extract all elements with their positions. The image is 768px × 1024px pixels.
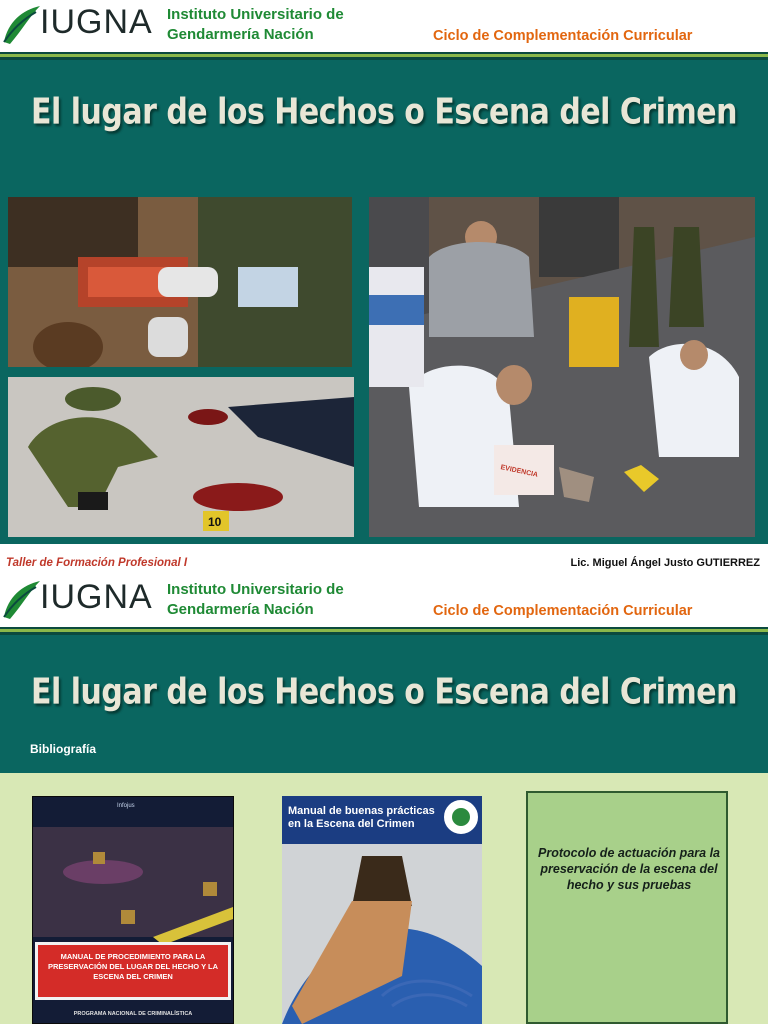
cycle-title: Ciclo de Complementación Curricular [433,603,693,619]
publisher-logo: Infojus [117,803,135,809]
book-cover-protocol [526,791,728,1024]
book-title: Protocolo de actuación para la preservación de la escena del hecho y sus pruebas [538,846,720,892]
logo-text: IUGNA [40,3,153,41]
evidence-case-photo [8,197,352,367]
program-name: PROGRAMA NACIONAL DE CRIMINALÍSTICA [73,1011,193,1017]
evidence-marker-number: 10 [208,515,222,529]
book-title: Manual de buenas prácticas en la Escena del Crimen [288,805,435,830]
institution-name: Instituto Universitario de Gendarmería Nación [167,6,344,43]
forensic-team-photo [369,197,755,537]
evidence-box-label: EVIDENCIA [499,464,539,479]
slide-header [0,0,768,52]
leaf-logo-icon [2,4,42,46]
logo-text: IUGNA [40,578,153,616]
book-cover-best-practices [282,796,482,1024]
slide-header [0,575,768,627]
slide-title: El lugar de los Hechos o Escena del Crimen [31,91,737,134]
slide-title: El lugar de los Hechos o Escena del Crimen [31,671,737,714]
seal-icon [442,798,480,836]
author-name: Lic. Miguel Ángel Justo GUTIERREZ [570,557,760,569]
institution-name: Instituto Universitario de Gendarmería Nación [167,581,344,618]
book-title-banner: MANUAL DE PROCEDIMIENTO PARA LA PRESERVACIÓN DEL LUGAR DEL HECHO Y LA ESCENA DEL CRIMEN [35,942,231,1000]
cycle-title: Ciclo de Complementación Curricular [433,28,693,44]
course-name: Taller de Formación Profesional I [6,557,188,569]
bibliography-heading: Bibliografía [30,742,97,756]
leaf-logo-icon [2,579,42,621]
gendarme-marker-photo [8,377,354,537]
book-cover-procedure-manual [32,796,234,1024]
slide-2 [0,575,768,1024]
slide-footer [0,554,768,575]
